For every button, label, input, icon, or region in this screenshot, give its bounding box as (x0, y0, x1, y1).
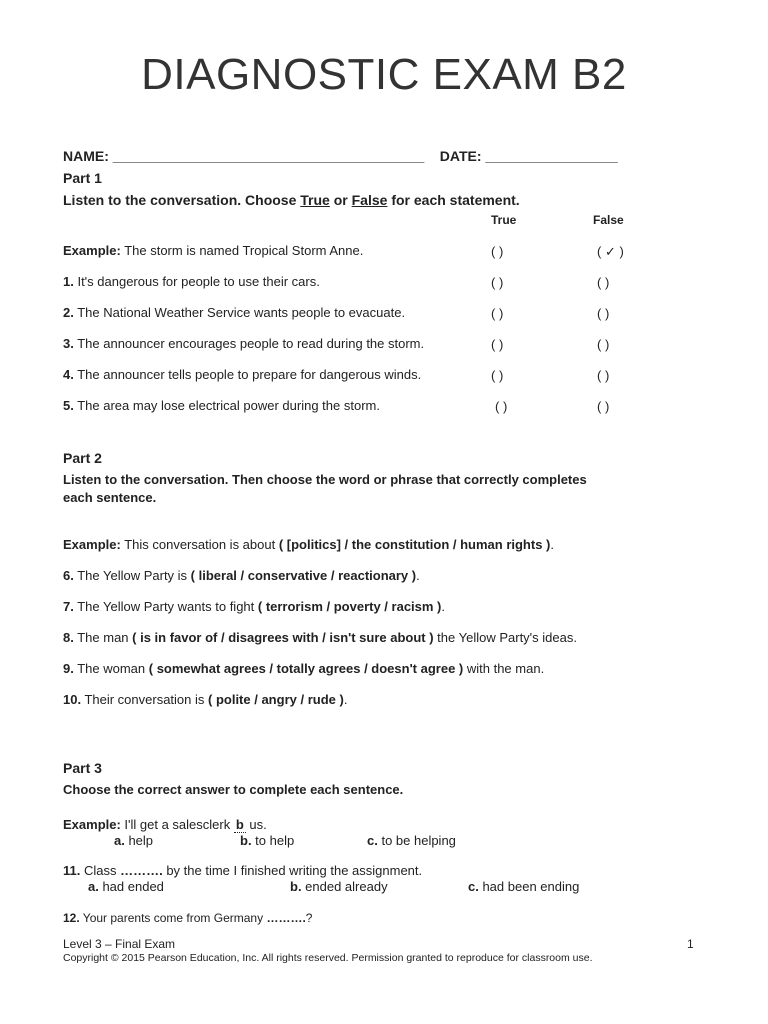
true-checkbox[interactable]: ( ) (491, 306, 504, 321)
false-checkbox[interactable]: ( ✓ ) (597, 244, 624, 259)
part2-heading: Part 2 (63, 450, 102, 466)
list-item: 4. The announcer tells people to prepare for dangerous winds. (63, 367, 422, 382)
true-checkbox[interactable]: ( ) (491, 275, 504, 290)
list-item: 10. Their conversation is ( polite / angry / rude ). (63, 692, 348, 707)
date-label: DATE: (439, 148, 482, 164)
date-field[interactable]: _________________ (485, 148, 618, 164)
option-a[interactable]: a. had ended (88, 879, 164, 894)
column-true: True (491, 213, 517, 227)
list-item: Example: The storm is named Tropical Storm Anne. (63, 243, 364, 258)
name-date-line (63, 148, 618, 164)
part1-instructions (63, 192, 520, 208)
answer-choices[interactable]: ( polite / angry / rude ) (208, 692, 344, 707)
part2-instructions-line1: Listen to the conversation. Then choose the word or phrase that correctly completes (63, 472, 587, 487)
true-checkbox[interactable]: ( ) (491, 337, 504, 352)
true-checkbox[interactable]: ( ) (495, 399, 508, 414)
question-11: 11. Class ………. by the time I finished writing the assignment. (63, 863, 423, 878)
answer-choices[interactable]: ( somewhat agrees / totally agrees / doesn't agree ) (148, 661, 464, 676)
true-checkbox[interactable]: ( ) (491, 368, 504, 383)
list-item: 5. The area may lose electrical power during the storm. (63, 398, 380, 413)
list-item: 1. It's dangerous for people to use their cars. (63, 274, 320, 289)
part1-instr-or: or (329, 192, 352, 208)
list-item: 7. The Yellow Party wants to fight ( terrorism / poverty / racism ). (63, 599, 446, 614)
answer-choices[interactable]: ( liberal / conservative / reactionary ) (190, 568, 417, 583)
false-checkbox[interactable]: ( ) (597, 368, 610, 383)
answer-choices[interactable]: ( terrorism / poverty / racism ) (257, 599, 442, 614)
answer-blank[interactable]: ………. (266, 911, 306, 925)
false-checkbox[interactable]: ( ) (597, 306, 610, 321)
answer-blank[interactable]: ………. (120, 863, 163, 878)
part1-heading: Part 1 (63, 170, 102, 186)
part1-instr-true: True (300, 192, 330, 208)
copyright: Copyright © 2015 Pearson Education, Inc. All rights reserved. Permission granted to reproduce for classroom use. (63, 952, 593, 964)
list-item: 6. The Yellow Party is ( liberal / conservative / reactionary ). (63, 568, 420, 583)
option-a[interactable]: a. help (114, 833, 154, 848)
page-number: 1 (687, 937, 694, 951)
answer-choices[interactable]: ( is in favor of / disagrees with / isn't sure about ) (132, 630, 434, 645)
part3-heading: Part 3 (63, 760, 102, 776)
true-checkbox[interactable]: ( ) (491, 244, 504, 259)
part1-instr-a: Listen to the conversation. Choose (63, 192, 301, 208)
footer-level: Level 3 – Final Exam (63, 937, 176, 951)
false-checkbox[interactable]: ( ) (597, 337, 610, 352)
part2-instructions-line2: each sentence. (63, 490, 157, 505)
example-question: Example: I'll get a salesclerk b us. (63, 817, 267, 832)
list-item: 9. The woman ( somewhat agrees / totally agrees / doesn't agree ) with the man. (63, 661, 545, 676)
question-12: 12. Your parents come from Germany ……….? (63, 911, 313, 925)
option-c[interactable]: c. to be helping (367, 833, 456, 848)
part1-instr-b: for each statement. (387, 192, 520, 208)
false-checkbox[interactable]: ( ) (597, 275, 610, 290)
list-item: 2. The National Weather Service wants people to evacuate. (63, 305, 406, 320)
option-b[interactable]: b. ended already (290, 879, 388, 894)
name-label: NAME: (63, 148, 109, 164)
name-field[interactable]: ________________________________________ (112, 148, 425, 164)
option-b[interactable]: b. to help (240, 833, 295, 848)
answer-blank[interactable]: b (235, 817, 244, 832)
list-item: Example: This conversation is about ( [politics] / the constitution / human rights ). (63, 537, 554, 552)
list-item: 3. The announcer encourages people to read during the storm. (63, 336, 425, 351)
page-title: DIAGNOSTIC EXAM B2 (141, 50, 627, 99)
answer-choices[interactable]: ( [politics] / the constitution / human rights ) (278, 537, 551, 552)
column-false: False (593, 213, 624, 227)
part3-instructions: Choose the correct answer to complete each sentence. (63, 782, 404, 797)
false-checkbox[interactable]: ( ) (597, 399, 610, 414)
part1-instr-false: False (351, 192, 388, 208)
list-item: 8. The man ( is in favor of / disagrees with / isn't sure about ) the Yellow Party's ideas. (63, 630, 577, 645)
option-c[interactable]: c. had been ending (468, 879, 580, 894)
